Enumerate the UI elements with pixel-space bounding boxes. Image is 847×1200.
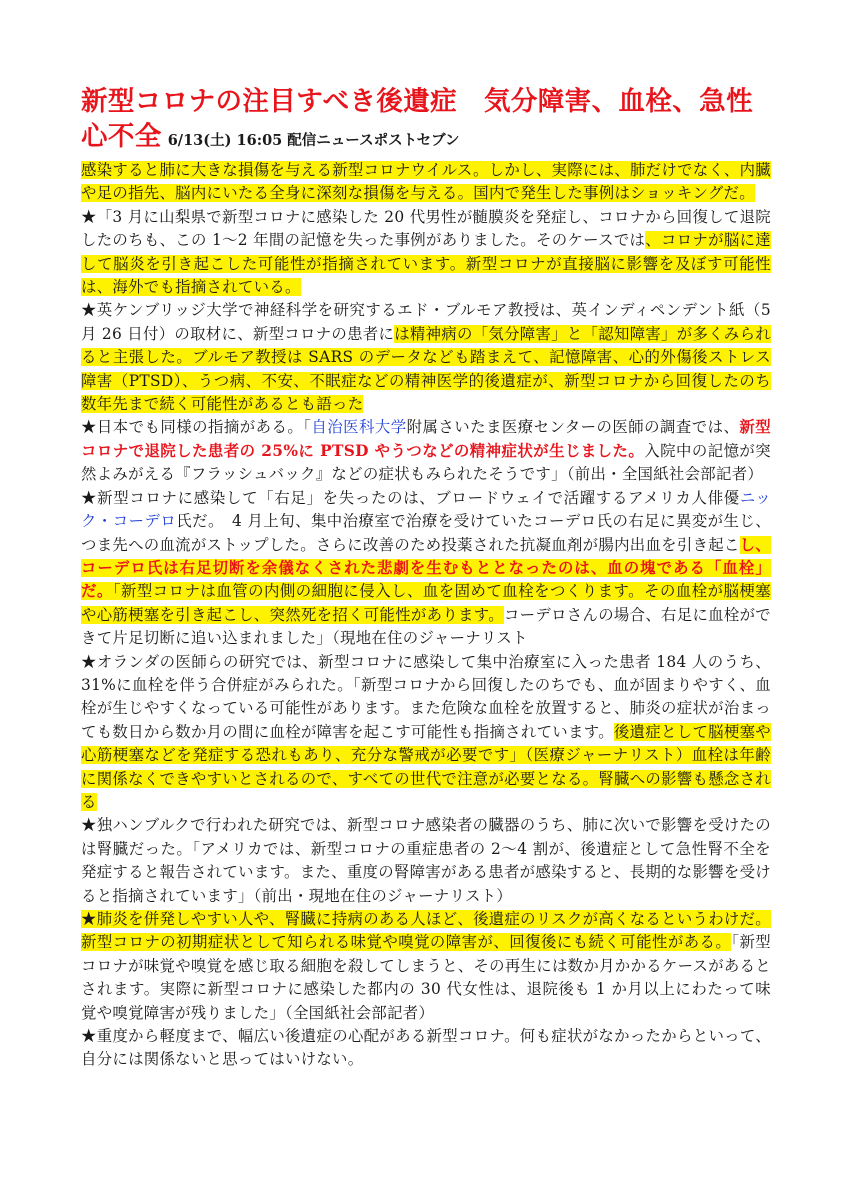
paragraph xyxy=(81,1025,771,1072)
emphasis-text: 「新型コロナは血管の内側の細胞に侵入し、血を固めて血栓をつくります。その血栓が脳梗塞や心筋梗塞を引き起こし、突然死を招く可能性があります。 xyxy=(81,582,771,624)
body-text: 「新型コロナが味覚や嗅覚を感じ取る細胞を殺してしまうと、その再生には数か月かかるケースがあるとされます。実際に新型コロナに感染した都内の 30 代女性は、退院後も 1 か月以上にわたって味覚や嗅覚障害が残りました」（全国紙社会部記者） xyxy=(81,933,771,1022)
body-text: ★独ハンブルクで行われた研究では、新型コロナ感染者の臓器のうち、肺に次いで影響を受けたのは腎臓だった。「アメリカでは、新型コロナの重症患者の 2〜4 割が、後遺症として急性腎不全を発症すると報告されています。また、重度の腎障害がある患者が感染すると、長期的な影響を受けると指摘されています」（前出・現地在住のジャーナリスト） xyxy=(81,816,771,905)
article-body xyxy=(81,159,771,1072)
body-text: 入院中の記憶が突然よみがえる『フラッシュバック』などの症状もみられたそうです」（前出・全国紙社会部記者） xyxy=(81,441,771,484)
emphasis-text: 新型コロナで退院した患者の 25%に PTSD やうつなどの精神症状が生じました。 xyxy=(81,418,771,460)
body-text: コーデロさんの場合、右足に血栓ができて片足切断に追い込まれました」（現地在住のジャーナリスト xyxy=(81,605,771,648)
paragraph xyxy=(81,487,771,651)
link-text[interactable]: 自治医科大学 xyxy=(311,418,407,437)
paragraph xyxy=(81,651,771,815)
link-text[interactable]: ニック・コーデロ xyxy=(81,488,771,531)
paragraph xyxy=(81,299,771,416)
body-text: ★英ケンブリッジ大学で神経科学を研究するエド・ブルモア教授は、英インディペンデント紙（5 月 26 日付）の取材に、新型コロナの患者に xyxy=(81,301,771,343)
paragraph xyxy=(81,416,771,486)
article-source: 6/13(土) 16:05 配信ニュースポストセブン xyxy=(167,132,460,149)
article-title xyxy=(81,84,771,158)
paragraph xyxy=(81,814,771,908)
emphasis-text: 感染すると肺に大きな損傷を与える新型コロナウイルス。しかし、実際には、肺だけでなく、内臓や足の指先、脳内にいたる全身に深刻な損傷を与える。国内で発生した事例はショッキングだ。 xyxy=(81,161,771,203)
body-text: ★「3 月に山梨県で新型コロナに感染した 20 代男性が髄膜炎を発症し、コロナから回復して退院したのちも、この 1〜2 年間の記憶を失った事例がありました。そのケースでは xyxy=(81,207,771,250)
emphasis-text: 、コロナが脳に達して脳炎を引き起こした可能性が指摘されています。新型コロナが直接脳に影響を及ぼす可能性は、海外でも指摘されている。 xyxy=(81,231,771,297)
body-text: ★オランダの医師らの研究では、新型コロナに感染して集中治療室に入った患者 184 人のうち、31%に血栓を伴う合併症がみられた。「新型コロナから回復したのちでも、血が固まりやすく、血栓が生じやすくなっている可能性があります。また危険な血栓を放置すると、肺炎の症状が治まっても数日から数か月の間に血栓が障害を起こす可能性も指摘されています。 xyxy=(81,652,771,741)
article xyxy=(81,84,771,1072)
paragraph xyxy=(81,908,771,1025)
emphasis-text: し、コーデロ氏は右足切断を余儀なくされた悲劇を生むもととなったのは、血の塊である「血栓」だ。 xyxy=(81,535,771,601)
paragraph xyxy=(81,206,771,300)
body-text: ★日本でも同様の指摘がある。「 xyxy=(81,418,312,437)
body-text: ★新型コロナに感染して「右足」を失ったのは、ブロードウェイで活躍するアメリカ人俳優 xyxy=(81,488,740,507)
paragraph xyxy=(81,159,771,206)
body-text: 氏だ。 4 月上旬、集中治療室で治療を受けていたコーデロ氏の右足に異変が生じ、つま先への血流がストップした。さらに改善のため投薬された抗凝血剤が腸内出血を引き起こ xyxy=(81,512,771,554)
body-text: ★重度から軽度まで、幅広い後遺症の心配がある新型コロナ。何も症状がなかったからといって、自分には関係ないと思ってはいけない。 xyxy=(81,1027,771,1069)
emphasis-text: ★肺炎を併発しやすい人や、腎臓に持病のある人ほど、後遺症のリスクが高くなるというわけだ。新型コロナの初期症状として知られる味覚や嗅覚の障害が、回復後にも続く可能性がある。 xyxy=(81,910,771,952)
emphasis-text: 後遺症として脳梗塞や心筋梗塞などを発症する恐れもあり、充分な警戒が必要です」（医療ジャーナリスト）血栓は年齢に関係なくできやすいとされるので、すべての世代で注意が必要となる。腎臓への影響も懸念される xyxy=(81,722,771,811)
article-title-text: 新型コロナの注目すべき後遺症 気分障害、血栓、急性心不全 xyxy=(81,86,753,152)
body-text: 附属さいたま医療センターの医師の調査では、 xyxy=(406,418,740,437)
emphasis-text: は精神病の「気分障害」と「認知障害」が多くみられると主張した。ブルモア教授は SARS のデータなども踏まえて、記憶障害、心的外傷後ストレス障害（PTSD）、うつ病、不安、不眠症などの精神医学的後遺症が、新型コロナから回復したのち数年先まで続く可能性があるとも語った xyxy=(81,324,772,414)
